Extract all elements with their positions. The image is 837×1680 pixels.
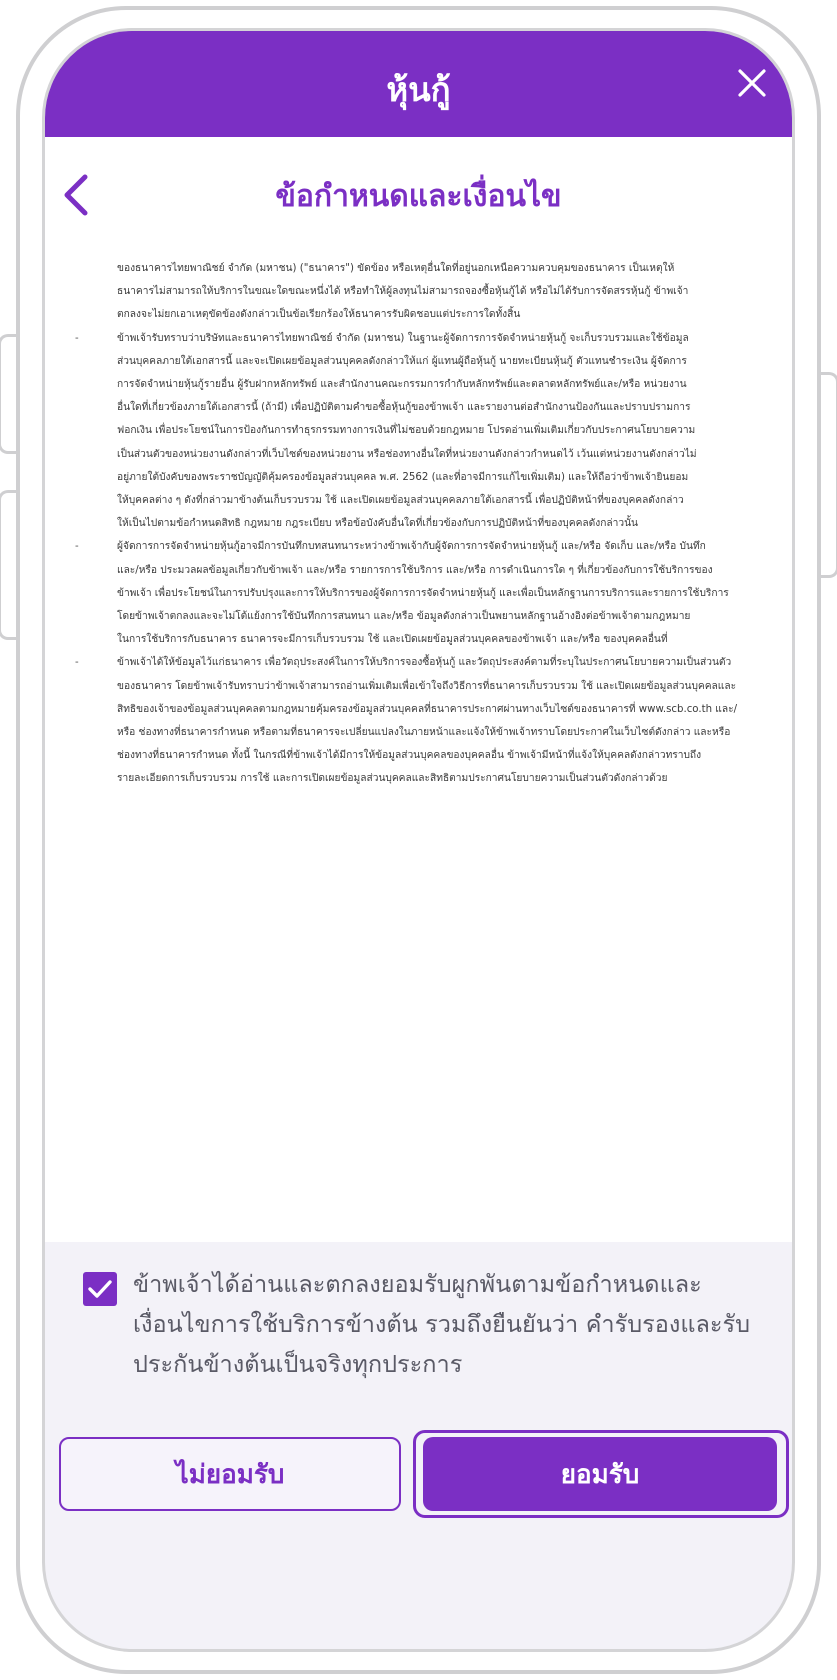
terms-line: อื่นใดที่เกี่ยวข้องภายใต้เอกสารนี้ (ถ้ามี) เพื่อปฏิบัติตามคำขอซื้อหุ้นกู้ของข้าพเจ้า และรายงานต่อสำนักงานป้องกันและปราบปรามการ [117,402,691,414]
terms-line: - ผู้จัดการการจัดจำหน่ายหุ้นกู้อาจมีการบันทึกบทสนทนาระหว่างข้าพเจ้ากับผู้จัดการการจัดจำหน่ายหุ้นกู้ และ/หรือ จัดเก็บ และ/หรือ บันทึก [117,541,706,553]
header-bar [45,31,792,137]
terms-body [117,257,753,791]
consent-line: เงื่อนไขการใช้บริการข้างต้น รวมถึงยืนยันว่า คำรับรองและรับ [133,1310,751,1338]
close-button[interactable] [734,65,770,101]
terms-line: ข้าพเจ้า เพื่อประโยชน์ในการปรับปรุงและการให้บริการของผู้จัดการการจัดจำหน่ายหุ้นกู้ และเพื่อเป็นหลักฐานการบริการและรายการใช้บริการ [117,587,729,599]
checkmark-icon [83,1272,117,1306]
terms-line: เป็นส่วนตัวของหน่วยงานดังกล่าวที่เว็บไซต์ของหน่วยงาน หรือช่องทางอื่นใดที่หน่วยงานดังกล่าวกำหนดไว้ เว้นแต่หน่วยงานดังกล่าวไม่ [117,448,697,460]
close-icon [734,65,770,101]
terms-line: - ข้าพเจ้ารับทราบว่าบริษัทและธนาคารไทยพาณิชย์ จำกัด (มหาชน) ในฐานะผู้จัดการการจัดจำหน่ายหุ้นกู้ จะเก็บรวบรวมและใช้ข้อมูล [117,332,689,344]
terms-line: ของธนาคาร โดยข้าพเจ้ารับทราบว่าข้าพเจ้าสามารถอ่านเพิ่มเติมเพื่อเข้าใจถึงวิธีการที่ธนาคารเก็บรวบรวม ใช้ และเปิดเผยข้อมูลส่วนบุคคลและ [117,680,737,692]
terms-line: ธนาคารไม่สามารถให้บริการในขณะใดขณะหนึ่งได้ หรือทำให้ผู้ลงทุนไม่สามารถจองซื้อหุ้นกู้ได้ หรือไม่ได้รับการจัดสรรหุ้นกู้ ข้าพเจ้า [117,286,689,298]
screen [42,28,795,1652]
decline-button[interactable]: ไม่ยอมรับ [59,1437,401,1511]
terms-paragraph [117,651,753,790]
terms-line: รายละเอียดการเก็บรวบรวม การใช้ และการเปิดเผยข้อมูลส่วนบุคคลและสิทธิตามประกาศนโยบายความเป็นส่วนตัวดังกล่าวด้วย [117,773,668,785]
terms-line: หรือ ช่องทางที่ธนาคารกำหนด หรือตามที่ธนาคารจะเปลี่ยนแปลงในภายหน้าและแจ้งให้ข้าพเจ้าทราบโดยประกาศในเว็บไซต์ดังกล่าว และหรือ [117,727,731,739]
terms-line: ให้เป็นไปตามข้อกำหนดสิทธิ กฎหมาย กฎระเบียบ หรือข้อบังคับอื่นใดที่เกี่ยวข้องกับการปฏิบัติหน้าที่ของบุคคลดังกล่าวนั้น [117,518,639,530]
terms-paragraph [117,257,753,327]
terms-line: ของธนาคารไทยพาณิชย์ จำกัด (มหาชน) ("ธนาคาร") ขัดข้อง หรือเหตุอื่นใดที่อยู่นอกเหนือความควบคุมของธนาคาร เป็นเหตุให้ [117,263,675,274]
terms-line: สิทธิของเจ้าของข้อมูลส่วนบุคคลตามกฎหมายคุ้มครองข้อมูลส่วนบุคคลที่ธนาคารประกาศผ่านทางเว็บไซต์ของธนาคารที่ www.scb.co.th และ/ [117,703,737,715]
terms-line: การจัดจำหน่ายหุ้นกู้รายอื่น ผู้รับฝากหลักทรัพย์ และสำนักงานคณะกรรมการกำกับหลักทรัพย์และตลาดหลักทรัพย์และ/หรือ หน่วยงาน [117,379,687,391]
terms-line: ส่วนบุคคลภายใต้เอกสารนี้ และจะเปิดเผยข้อมูลส่วนบุคคลดังกล่าวให้แก่ ผู้แทนผู้ถือหุ้นกู้ นายทะเบียนหุ้นกู้ ตัวแทนชำระเงิน ผู้จัดการ [117,355,687,367]
terms-line: โดยข้าพเจ้าตกลงและจะไม่โต้แย้งการใช้บันทึกการสนทนา และ/หรือ ข้อมูลดังกล่าวเป็นพยานหลักฐานอ้างอิงต่อข้าพเจ้าตามกฎหมาย [117,611,691,623]
terms-line: และ/หรือ ประมวลผลข้อมูลเกี่ยวกับข้าพเจ้า และ/หรือ รายการการใช้บริการ และ/หรือ การดำเนินการใด ๆ ที่เกี่ยวข้องกับการใช้บริการของ [117,564,713,576]
terms-line: ในการใช้บริการกับธนาคาร ธนาคารจะมีการเก็บรวบรวม ใช้ และเปิดเผยข้อมูลส่วนบุคคลของข้าพเจ้า และ/หรือ ของบุคคลอื่นที่ [117,634,668,646]
consent-checkbox[interactable] [83,1272,117,1306]
terms-line: ตกลงจะไม่ยกเอาเหตุขัดข้องดังกล่าวเป็นข้อเรียกร้องให้ธนาคารรับผิดชอบแต่ประการใดทั้งสิ้น [117,309,521,321]
consent-text [133,1264,751,1384]
terms-line: ฟอกเงิน เพื่อประโยชน์ในการป้องกันการทำธุรกรรมทางการเงินที่ไม่ชอบด้วยกฎหมาย โปรดอ่านเพิ่มเติมเกี่ยวกับประกาศนโยบายความ [117,425,696,437]
volume-down-button [0,490,16,640]
terms-line: อยู่ภายใต้บังคับของพระราชบัญญัติคุ้มครองข้อมูลส่วนบุคคล พ.ศ. 2562 (และที่อาจมีการแก้ไขเพิ่มเติม) และให้ถือว่าข้าพเจ้ายินยอม [117,471,689,483]
terms-line: - ข้าพเจ้าได้ให้ข้อมูลไว้แก่ธนาคาร เพื่อวัตถุประสงค์ในการให้บริการจองซื้อหุ้นกู้ และวัตถุประสงค์ตามที่ระบุในประกาศนโยบายความเป็นส่วนตัว [117,657,732,669]
terms-paragraph [117,327,753,536]
consent-line: ข้าพเจ้าได้อ่านและตกลงยอมรับผูกพันตามข้อกำหนดและ [133,1270,702,1298]
terms-scroll-area[interactable] [59,243,769,1233]
terms-paragraph [117,535,753,651]
accept-button[interactable]: ยอมรับ [423,1437,777,1511]
page-title: ข้อกำหนดและเงื่อนไข [275,179,562,214]
power-button [821,372,837,578]
back-button[interactable] [57,171,97,219]
content-panel [45,137,792,1242]
terms-line: ช่องทางที่ธนาคารกำหนด ทั้งนี้ ในกรณีที่ข้าพเจ้าได้มีการให้ข้อมูลส่วนบุคคลของบุคคลอื่น ข้าพเจ้ามีหน้าที่แจ้งให้บุคคลดังกล่าวทราบถึง [117,750,702,762]
header-title: หุ้นกู้ [386,70,451,109]
consent-line: ประกันข้างต้นเป็นจริงทุกประการ [133,1350,463,1378]
chevron-left-icon [57,171,97,219]
terms-line: ให้บุคคลต่าง ๆ ดังที่กล่าวมาข้างต้นเก็บรวบรวม ใช้ และเปิดเผยข้อมูลส่วนบุคคลภายใต้เอกสารนี้ เพื่อปฏิบัติหน้าที่ของบุคคลดังกล่าว [117,495,684,507]
volume-up-button [0,334,16,454]
